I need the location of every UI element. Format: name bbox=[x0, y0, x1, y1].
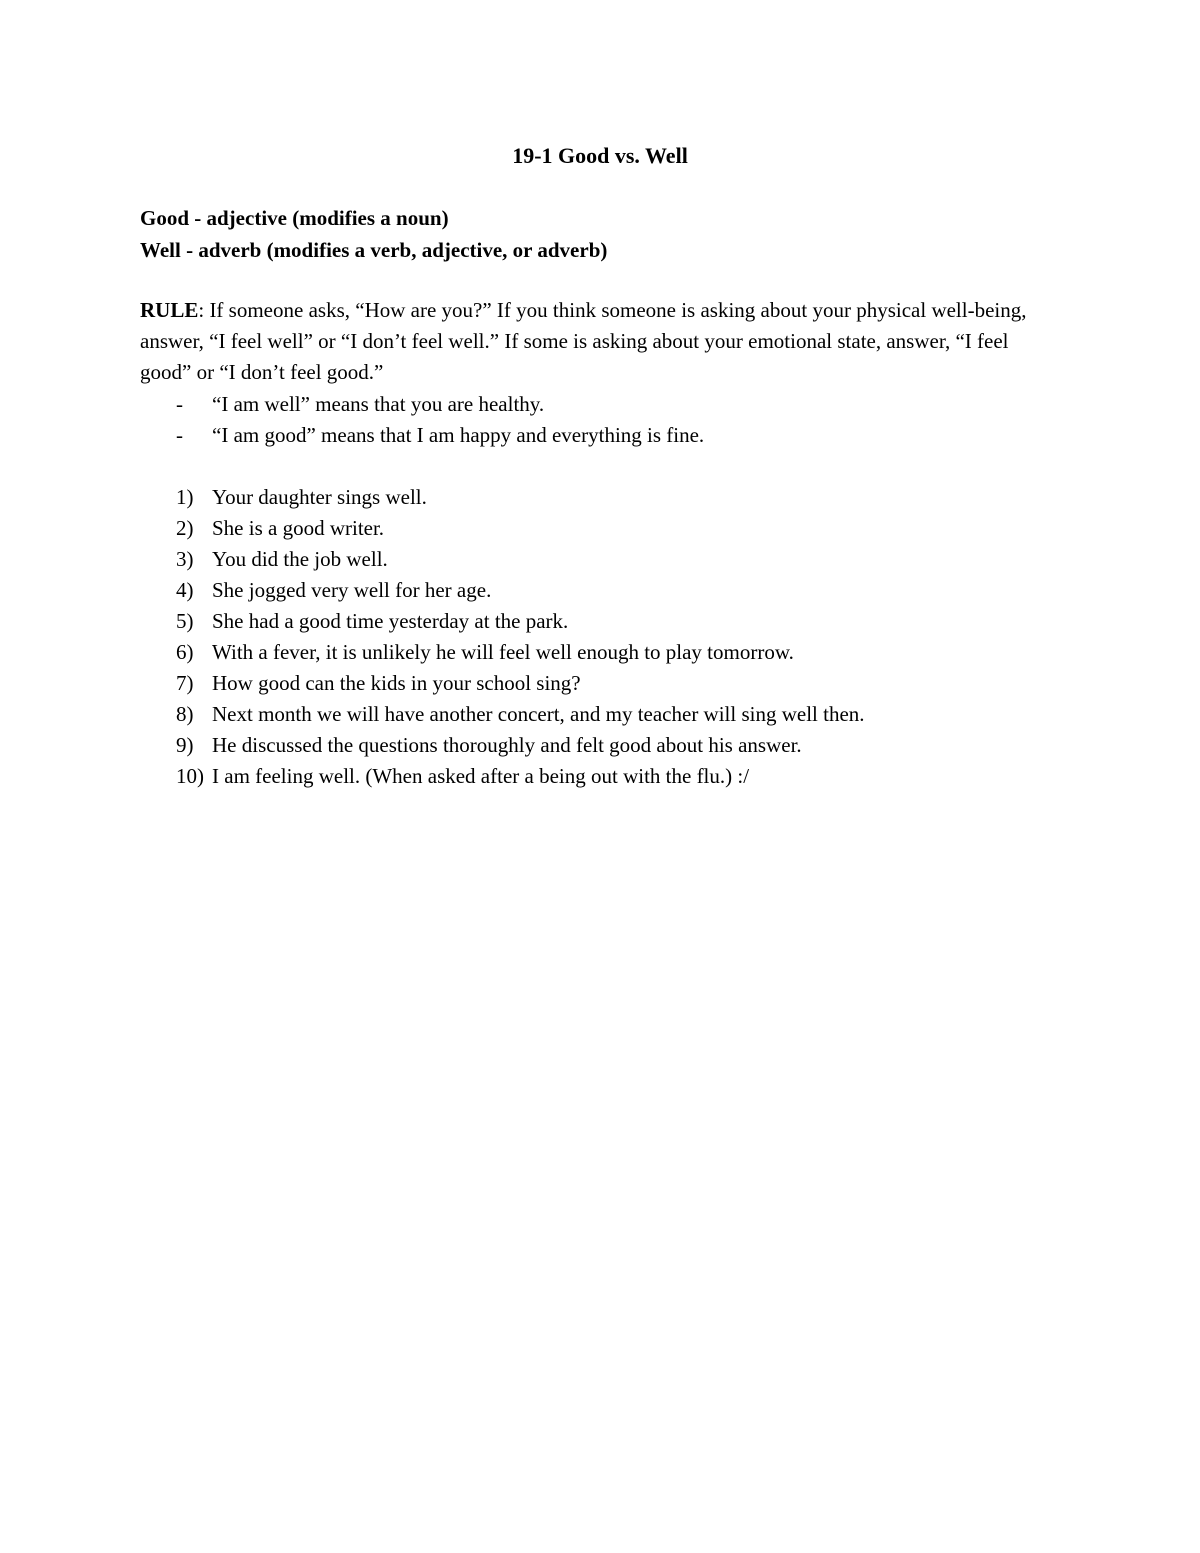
list-number: 2) bbox=[176, 516, 194, 540]
list-number: 8) bbox=[176, 702, 194, 726]
list-number: 10) bbox=[176, 764, 204, 788]
bullet-marker: - bbox=[176, 423, 183, 447]
definitions bbox=[140, 202, 1040, 266]
list-item bbox=[140, 513, 1060, 544]
definition-good: Good - adjective (modifies a noun) bbox=[140, 206, 449, 230]
list-text: She is a good writer. bbox=[212, 516, 385, 540]
definition-well: Well - adverb (modifies a verb, adjective, or adverb) bbox=[140, 238, 608, 262]
list-number: 3) bbox=[176, 547, 194, 571]
bullet-item bbox=[140, 389, 1040, 420]
rule-label: RULE bbox=[140, 298, 199, 322]
list-number: 1) bbox=[176, 485, 194, 509]
list-text: With a fever, it is unlikely he will feel well enough to play tomorrow. bbox=[212, 640, 794, 664]
list-number: 6) bbox=[176, 640, 194, 664]
list-text: She had a good time yesterday at the park. bbox=[212, 609, 569, 633]
bullet-list bbox=[140, 389, 1040, 451]
list-text: Next month we will have another concert, and my teacher will sing well then. bbox=[212, 702, 865, 726]
list-number: 4) bbox=[176, 578, 194, 602]
bullet-marker: - bbox=[176, 392, 183, 416]
list-item bbox=[140, 668, 1060, 699]
bullet-text: “I am well” means that you are healthy. bbox=[212, 392, 545, 416]
rule-paragraph bbox=[140, 295, 1040, 388]
list-text: How good can the kids in your school sing? bbox=[212, 671, 581, 695]
list-text: She jogged very well for her age. bbox=[212, 578, 492, 602]
numbered-list bbox=[140, 482, 1060, 792]
list-item bbox=[140, 482, 1060, 513]
list-item bbox=[140, 637, 1060, 668]
list-number: 7) bbox=[176, 671, 194, 695]
list-item bbox=[140, 606, 1060, 637]
list-item bbox=[140, 575, 1060, 606]
list-number: 5) bbox=[176, 609, 194, 633]
bullet-item bbox=[140, 420, 1040, 451]
list-text: You did the job well. bbox=[212, 547, 388, 571]
page-title: 19-1 Good vs. Well bbox=[512, 143, 688, 168]
list-text: Your daughter sings well. bbox=[212, 485, 427, 509]
list-text: He discussed the questions thoroughly and felt good about his answer. bbox=[212, 733, 802, 757]
list-item bbox=[140, 699, 1060, 730]
list-number: 9) bbox=[176, 733, 194, 757]
list-text: I am feeling well. (When asked after a being out with the flu.) :/ bbox=[212, 764, 750, 788]
bullet-text: “I am good” means that I am happy and everything is fine. bbox=[212, 423, 705, 447]
list-item bbox=[140, 730, 1060, 761]
list-item bbox=[140, 544, 1060, 575]
rule-text: : If someone asks, “How are you?” If you think someone is asking about your physical well-being, answer, “I feel well” or “I don’t feel well.” If some is asking about your emotional state, answer, “I feel good” or “I don’t feel good.” bbox=[140, 298, 1027, 384]
list-item bbox=[140, 761, 1060, 792]
